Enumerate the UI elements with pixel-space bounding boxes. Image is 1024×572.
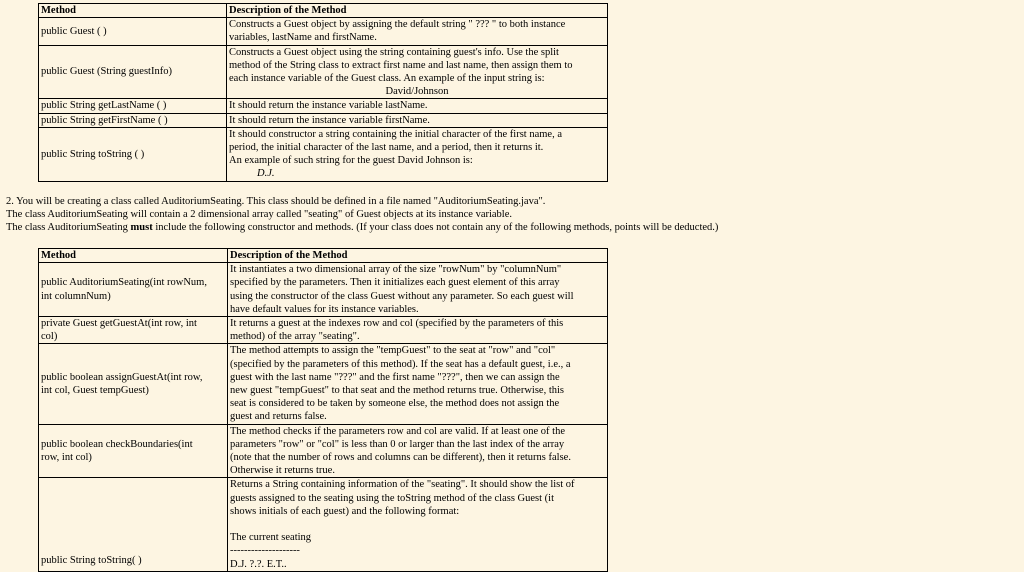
method-cell xyxy=(39,99,227,113)
description-column-header: Description of the Method xyxy=(227,4,608,18)
description-line: each instance variable of the Guest class. An example of the input string is: xyxy=(229,73,545,85)
table-row xyxy=(39,424,608,478)
method-signature: public boolean checkBoundaries(int xyxy=(41,438,193,450)
method-signature: private Guest getGuestAt(int row, int xyxy=(41,318,197,330)
method-cell xyxy=(39,113,227,127)
description-line: The method attempts to assign the "tempGuest" to the seat at "row" and "col" xyxy=(230,345,556,357)
description-line: parameters "row" or "col" is less than 0 or larger than the last index of the array xyxy=(230,438,565,450)
description-line: It should constructor a string containing the initial character of the first name, a xyxy=(229,128,562,140)
description-line: It returns a guest at the indexes row and col (specified by the parameters of this xyxy=(230,318,564,330)
method-cell xyxy=(39,263,228,317)
description-line: Otherwise it returns true. xyxy=(230,465,335,477)
auditorium-methods-table xyxy=(38,248,608,572)
description-column-header: Description of the Method xyxy=(228,249,608,263)
method-column-header: Method xyxy=(39,249,228,263)
example-input: David/Johnson xyxy=(385,86,449,98)
description-line: using the constructor of the class Guest without any parameter. So each guest will xyxy=(230,290,574,302)
description-line: specified by the parameters. Then it initializes each guest element of this array xyxy=(230,277,560,289)
table-row xyxy=(39,127,608,181)
method-signature: row, int col) xyxy=(41,452,92,464)
format-divider: -------------------- xyxy=(230,545,300,557)
description-line: (specified by the parameters of this method). If the seat has a default guest, i.e., a xyxy=(230,358,571,370)
description-line: The method checks if the parameters row and col are valid. If at least one of the xyxy=(230,425,565,437)
method-signature: public String toString ( ) xyxy=(41,148,145,160)
description-line: new guest "tempGuest" to that seat and the method returns true. Otherwise, this xyxy=(230,385,564,397)
table-header-row xyxy=(39,249,608,263)
description-cell xyxy=(228,263,608,317)
table-row xyxy=(39,99,608,113)
method-signature: int col, Guest tempGuest) xyxy=(41,385,149,397)
description-line: guests assigned to the seating using the toString method of the class Guest (it xyxy=(230,492,554,504)
description-cell xyxy=(227,113,608,127)
description-cell xyxy=(228,344,608,424)
table-row xyxy=(39,344,608,424)
description-line: method of the String class to extract first name and last name, then assign them to xyxy=(229,59,573,71)
method-signature: public AuditoriumSeating(int rowNum, xyxy=(41,277,207,289)
description-line: Constructs a Guest object by assigning the default string " ??? " to both instance xyxy=(229,19,566,31)
method-signature: public Guest (String guestInfo) xyxy=(41,66,172,78)
description-cell xyxy=(227,18,608,45)
table-row xyxy=(39,113,608,127)
description-line: variables, lastName and firstName. xyxy=(229,32,377,44)
instruction-line: 2. You will be creating a class called AuditoriumSeating. This class should be defined in a file named "AuditoriumSeating.java". xyxy=(6,196,546,207)
description-line: have default values for its instance variables. xyxy=(230,303,419,315)
description-line: shows initials of each guest) and the following format: xyxy=(230,505,460,517)
description-cell xyxy=(227,99,608,113)
instruction-line: The class AuditoriumSeating will contain a 2 dimensional array called "seating" of Guest objects at its instance variable. xyxy=(6,209,513,220)
assignment-instructions xyxy=(6,195,1016,234)
instruction-line xyxy=(6,221,1016,234)
method-signature: int columnNum) xyxy=(41,290,111,302)
description-cell xyxy=(228,317,608,344)
method-signature: col) xyxy=(41,331,58,343)
description-line: Constructs a Guest object using the string containing guest's info. Use the split xyxy=(229,46,559,58)
method-signature: public String toString( ) xyxy=(41,554,142,566)
table-header-row xyxy=(39,4,608,18)
table-row xyxy=(39,478,608,571)
description-line: Returns a String containing information of the "seating". It should show the list of xyxy=(230,479,575,491)
method-cell xyxy=(39,317,228,344)
instruction-text: The class AuditoriumSeating xyxy=(6,222,131,233)
description-line: period, the initial character of the last name, and a period, then it returns it. xyxy=(229,142,544,154)
description-cell xyxy=(227,45,608,99)
method-cell xyxy=(39,127,227,181)
method-cell xyxy=(39,424,228,478)
description-line: guest with the last name "???" and the first name "???", then we can assign the xyxy=(230,371,560,383)
method-signature: public Guest ( ) xyxy=(41,25,107,37)
table-row xyxy=(39,263,608,317)
table-row xyxy=(39,18,608,45)
description-cell xyxy=(228,424,608,478)
description-line: (note that the number of rows and columns can be different), then it returns false. xyxy=(230,452,571,464)
description-line: seat is considered to be taken by someone else, the method does not assign the xyxy=(230,398,560,410)
method-cell xyxy=(39,344,228,424)
method-signature: public String getFirstName ( ) xyxy=(41,114,168,126)
format-sample: D.J. ?.?. E.T.. xyxy=(230,558,287,570)
description-line: It instantiates a two dimensional array of the size "rowNum" by "columnNum" xyxy=(230,264,562,276)
description-cell xyxy=(227,127,608,181)
instruction-text: include the following constructor and methods. (If your class does not contain any of the following methods, points will be deducted.) xyxy=(152,222,719,233)
method-cell xyxy=(39,45,227,99)
method-cell xyxy=(39,18,227,45)
table-row xyxy=(39,317,608,344)
format-title: The current seating xyxy=(230,532,312,544)
method-cell xyxy=(39,478,228,571)
emphasis-text: must xyxy=(130,222,153,233)
description-line: method) of the array "seating". xyxy=(230,331,360,343)
guest-methods-table xyxy=(38,3,608,182)
method-column-header: Method xyxy=(39,4,227,18)
example-output: D.J. xyxy=(257,168,275,180)
method-signature: public boolean assignGuestAt(int row, xyxy=(41,371,203,383)
table-row xyxy=(39,45,608,99)
description-line: It should return the instance variable lastName. xyxy=(229,100,428,112)
description-line: guest and returns false. xyxy=(230,411,327,423)
description-cell xyxy=(228,478,608,571)
method-signature: public String getLastName ( ) xyxy=(41,100,167,112)
description-line: An example of such string for the guest David Johnson is: xyxy=(229,155,473,167)
description-line: It should return the instance variable firstName. xyxy=(229,114,430,126)
